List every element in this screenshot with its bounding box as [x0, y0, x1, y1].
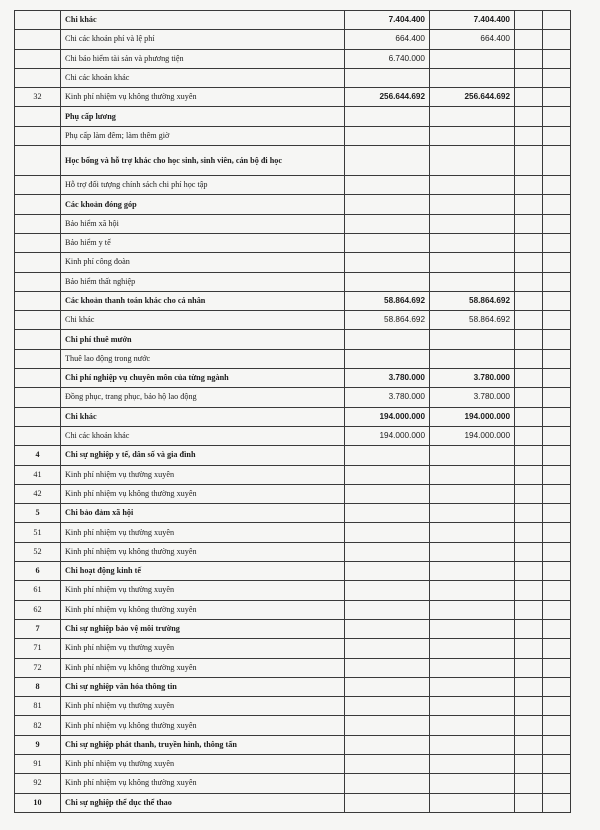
table-row — [15, 793, 571, 812]
estimate-value-cell: 58.864.692 — [345, 311, 430, 330]
extra-cell-2 — [543, 774, 571, 793]
estimate-value-cell — [345, 146, 430, 176]
extra-cell-1 — [515, 49, 543, 68]
approved-value-cell — [430, 581, 515, 600]
row-number-cell — [15, 107, 61, 126]
table-row — [15, 388, 571, 407]
table-row — [15, 716, 571, 735]
extra-cell-2 — [543, 330, 571, 349]
extra-cell-1 — [515, 349, 543, 368]
table-row — [15, 349, 571, 368]
item-name-cell: Kinh phí nhiệm vụ không thường xuyên — [61, 542, 345, 561]
table-row — [15, 49, 571, 68]
table-row — [15, 658, 571, 677]
estimate-value-cell — [345, 214, 430, 233]
row-number-cell: 51 — [15, 523, 61, 542]
row-number-cell — [15, 311, 61, 330]
estimate-value-cell — [345, 126, 430, 145]
table-row — [15, 465, 571, 484]
approved-value-cell — [430, 253, 515, 272]
extra-cell-2 — [543, 214, 571, 233]
approved-value-cell — [430, 774, 515, 793]
item-name-cell: Chi các khoản phí và lệ phí — [61, 30, 345, 49]
table-row — [15, 311, 571, 330]
row-number-cell: 6 — [15, 562, 61, 581]
row-number-cell — [15, 146, 61, 176]
extra-cell-1 — [515, 716, 543, 735]
approved-value-cell — [430, 619, 515, 638]
estimate-value-cell: 3.780.000 — [345, 369, 430, 388]
item-name-cell: Học bổng và hỗ trợ khác cho học sinh, sinh viên, cán bộ đi học — [61, 146, 345, 176]
row-number-cell — [15, 369, 61, 388]
estimate-value-cell: 58.864.692 — [345, 291, 430, 310]
approved-value-cell — [430, 446, 515, 465]
estimate-value-cell — [345, 619, 430, 638]
row-number-cell: 32 — [15, 88, 61, 107]
estimate-value-cell — [345, 793, 430, 812]
extra-cell-1 — [515, 446, 543, 465]
extra-cell-2 — [543, 388, 571, 407]
table-row — [15, 214, 571, 233]
estimate-value-cell — [345, 677, 430, 696]
table-row — [15, 446, 571, 465]
estimate-value-cell — [345, 658, 430, 677]
estimate-value-cell — [345, 562, 430, 581]
item-name-cell: Chi các khoản khác — [61, 68, 345, 87]
extra-cell-2 — [543, 49, 571, 68]
item-name-cell: Chi sự nghiệp thể dục thể thao — [61, 793, 345, 812]
extra-cell-2 — [543, 68, 571, 87]
extra-cell-1 — [515, 253, 543, 272]
item-name-cell: Bảo hiểm xã hội — [61, 214, 345, 233]
approved-value-cell: 194.000.000 — [430, 426, 515, 445]
item-name-cell: Chi khác — [61, 311, 345, 330]
row-number-cell: 5 — [15, 504, 61, 523]
table-row — [15, 426, 571, 445]
row-number-cell: 81 — [15, 697, 61, 716]
extra-cell-1 — [515, 68, 543, 87]
row-number-cell: 82 — [15, 716, 61, 735]
extra-cell-1 — [515, 677, 543, 696]
estimate-value-cell — [345, 754, 430, 773]
budget-table-body — [15, 11, 571, 813]
item-name-cell: Kinh phí nhiệm vụ không thường xuyên — [61, 774, 345, 793]
item-name-cell: Kinh phí nhiệm vụ thường xuyên — [61, 697, 345, 716]
extra-cell-2 — [543, 195, 571, 214]
extra-cell-1 — [515, 272, 543, 291]
table-row — [15, 581, 571, 600]
table-row — [15, 68, 571, 87]
extra-cell-2 — [543, 504, 571, 523]
table-row — [15, 146, 571, 176]
extra-cell-2 — [543, 581, 571, 600]
estimate-value-cell: 664.400 — [345, 30, 430, 49]
extra-cell-1 — [515, 291, 543, 310]
item-name-cell: Kinh phí nhiệm vụ thường xuyên — [61, 523, 345, 542]
extra-cell-1 — [515, 369, 543, 388]
item-name-cell: Chi bảo đảm xã hội — [61, 504, 345, 523]
estimate-value-cell — [345, 253, 430, 272]
row-number-cell — [15, 253, 61, 272]
extra-cell-2 — [543, 272, 571, 291]
item-name-cell: Kinh phí nhiệm vụ thường xuyên — [61, 639, 345, 658]
row-number-cell: 72 — [15, 658, 61, 677]
extra-cell-2 — [543, 126, 571, 145]
table-row — [15, 195, 571, 214]
table-row — [15, 407, 571, 426]
row-number-cell: 9 — [15, 735, 61, 754]
approved-value-cell — [430, 639, 515, 658]
extra-cell-2 — [543, 426, 571, 445]
table-row — [15, 30, 571, 49]
row-number-cell: 71 — [15, 639, 61, 658]
extra-cell-1 — [515, 542, 543, 561]
extra-cell-2 — [543, 754, 571, 773]
item-name-cell: Kinh phí nhiệm vụ không thường xuyên — [61, 600, 345, 619]
approved-value-cell — [430, 542, 515, 561]
table-row — [15, 272, 571, 291]
item-name-cell: Đồng phục, trang phục, bảo hộ lao động — [61, 388, 345, 407]
item-name-cell: Chi sự nghiệp y tế, dân số và gia đình — [61, 446, 345, 465]
extra-cell-1 — [515, 88, 543, 107]
extra-cell-1 — [515, 233, 543, 252]
extra-cell-1 — [515, 311, 543, 330]
estimate-value-cell — [345, 523, 430, 542]
extra-cell-1 — [515, 581, 543, 600]
approved-value-cell — [430, 697, 515, 716]
item-name-cell: Kinh phí nhiệm vụ thường xuyên — [61, 581, 345, 600]
estimate-value-cell: 3.780.000 — [345, 388, 430, 407]
extra-cell-1 — [515, 30, 543, 49]
extra-cell-2 — [543, 735, 571, 754]
approved-value-cell — [430, 600, 515, 619]
extra-cell-2 — [543, 349, 571, 368]
table-row — [15, 107, 571, 126]
extra-cell-2 — [543, 407, 571, 426]
row-number-cell — [15, 330, 61, 349]
extra-cell-2 — [543, 600, 571, 619]
item-name-cell: Kinh phí nhiệm vụ thường xuyên — [61, 754, 345, 773]
item-name-cell: Kinh phí nhiệm vụ không thường xuyên — [61, 88, 345, 107]
item-name-cell: Chi khác — [61, 407, 345, 426]
row-number-cell — [15, 68, 61, 87]
item-name-cell: Kinh phí nhiệm vụ không thường xuyên — [61, 484, 345, 503]
extra-cell-1 — [515, 388, 543, 407]
approved-value-cell — [430, 68, 515, 87]
extra-cell-2 — [543, 176, 571, 195]
item-name-cell: Phụ cấp làm đêm; làm thêm giờ — [61, 126, 345, 145]
approved-value-cell: 3.780.000 — [430, 369, 515, 388]
extra-cell-1 — [515, 176, 543, 195]
row-number-cell: 10 — [15, 793, 61, 812]
item-name-cell: Các khoản đóng góp — [61, 195, 345, 214]
row-number-cell: 42 — [15, 484, 61, 503]
extra-cell-1 — [515, 793, 543, 812]
approved-value-cell — [430, 716, 515, 735]
approved-value-cell — [430, 233, 515, 252]
approved-value-cell: 7.404.400 — [430, 11, 515, 30]
estimate-value-cell — [345, 349, 430, 368]
extra-cell-1 — [515, 562, 543, 581]
extra-cell-1 — [515, 697, 543, 716]
row-number-cell — [15, 214, 61, 233]
estimate-value-cell — [345, 272, 430, 291]
table-row — [15, 88, 571, 107]
approved-value-cell — [430, 49, 515, 68]
extra-cell-2 — [543, 446, 571, 465]
extra-cell-2 — [543, 697, 571, 716]
extra-cell-2 — [543, 465, 571, 484]
estimate-value-cell — [345, 716, 430, 735]
approved-value-cell — [430, 146, 515, 176]
table-row — [15, 523, 571, 542]
extra-cell-1 — [515, 774, 543, 793]
estimate-value-cell: 6.740.000 — [345, 49, 430, 68]
approved-value-cell — [430, 465, 515, 484]
extra-cell-1 — [515, 484, 543, 503]
extra-cell-1 — [515, 523, 543, 542]
item-name-cell: Chi khác — [61, 11, 345, 30]
extra-cell-2 — [543, 562, 571, 581]
extra-cell-1 — [515, 107, 543, 126]
extra-cell-2 — [543, 523, 571, 542]
item-name-cell: Chi bảo hiểm tài sản và phương tiện — [61, 49, 345, 68]
item-name-cell: Chi sự nghiệp văn hóa thông tin — [61, 677, 345, 696]
table-row — [15, 619, 571, 638]
item-name-cell: Kinh phí nhiệm vụ thường xuyên — [61, 465, 345, 484]
row-number-cell: 62 — [15, 600, 61, 619]
approved-value-cell — [430, 523, 515, 542]
item-name-cell: Chi sự nghiệp bảo vệ môi trường — [61, 619, 345, 638]
estimate-value-cell: 194.000.000 — [345, 426, 430, 445]
table-row — [15, 484, 571, 503]
table-row — [15, 233, 571, 252]
estimate-value-cell — [345, 600, 430, 619]
approved-value-cell: 664.400 — [430, 30, 515, 49]
approved-value-cell: 58.864.692 — [430, 291, 515, 310]
extra-cell-1 — [515, 214, 543, 233]
extra-cell-1 — [515, 735, 543, 754]
table-row — [15, 126, 571, 145]
estimate-value-cell — [345, 176, 430, 195]
estimate-value-cell: 256.644.692 — [345, 88, 430, 107]
extra-cell-2 — [543, 30, 571, 49]
extra-cell-2 — [543, 658, 571, 677]
extra-cell-2 — [543, 793, 571, 812]
extra-cell-2 — [543, 369, 571, 388]
row-number-cell — [15, 126, 61, 145]
row-number-cell: 92 — [15, 774, 61, 793]
approved-value-cell — [430, 195, 515, 214]
extra-cell-2 — [543, 88, 571, 107]
row-number-cell: 4 — [15, 446, 61, 465]
table-row — [15, 697, 571, 716]
table-row — [15, 562, 571, 581]
extra-cell-2 — [543, 311, 571, 330]
estimate-value-cell — [345, 446, 430, 465]
extra-cell-1 — [515, 465, 543, 484]
row-number-cell: 91 — [15, 754, 61, 773]
table-row — [15, 542, 571, 561]
row-number-cell — [15, 233, 61, 252]
extra-cell-1 — [515, 146, 543, 176]
table-row — [15, 600, 571, 619]
approved-value-cell: 58.864.692 — [430, 311, 515, 330]
item-name-cell: Kinh phí nhiệm vụ không thường xuyên — [61, 716, 345, 735]
estimate-value-cell — [345, 639, 430, 658]
table-row — [15, 774, 571, 793]
row-number-cell: 52 — [15, 542, 61, 561]
estimate-value-cell — [345, 774, 430, 793]
approved-value-cell — [430, 677, 515, 696]
extra-cell-1 — [515, 407, 543, 426]
estimate-value-cell — [345, 542, 430, 561]
approved-value-cell — [430, 330, 515, 349]
item-name-cell: Kinh phí nhiệm vụ không thường xuyên — [61, 658, 345, 677]
extra-cell-2 — [543, 146, 571, 176]
extra-cell-1 — [515, 754, 543, 773]
extra-cell-2 — [543, 11, 571, 30]
table-row — [15, 253, 571, 272]
item-name-cell: Hỗ trợ đối tượng chính sách chi phí học tập — [61, 176, 345, 195]
estimate-value-cell — [345, 107, 430, 126]
row-number-cell — [15, 195, 61, 214]
approved-value-cell: 194.000.000 — [430, 407, 515, 426]
extra-cell-1 — [515, 619, 543, 638]
row-number-cell — [15, 407, 61, 426]
approved-value-cell — [430, 349, 515, 368]
extra-cell-1 — [515, 126, 543, 145]
row-number-cell: 7 — [15, 619, 61, 638]
approved-value-cell — [430, 214, 515, 233]
item-name-cell: Các khoản thanh toán khác cho cá nhân — [61, 291, 345, 310]
extra-cell-2 — [543, 542, 571, 561]
extra-cell-2 — [543, 107, 571, 126]
estimate-value-cell — [345, 504, 430, 523]
estimate-value-cell — [345, 735, 430, 754]
extra-cell-1 — [515, 639, 543, 658]
extra-cell-2 — [543, 716, 571, 735]
row-number-cell — [15, 291, 61, 310]
extra-cell-2 — [543, 619, 571, 638]
item-name-cell: Chi sự nghiệp phát thanh, truyền hình, thông tấn — [61, 735, 345, 754]
estimate-value-cell — [345, 465, 430, 484]
item-name-cell: Bảo hiểm thất nghiệp — [61, 272, 345, 291]
extra-cell-1 — [515, 600, 543, 619]
approved-value-cell — [430, 484, 515, 503]
extra-cell-2 — [543, 233, 571, 252]
item-name-cell: Chi phí nghiệp vụ chuyên môn của từng ngành — [61, 369, 345, 388]
approved-value-cell — [430, 735, 515, 754]
row-number-cell — [15, 388, 61, 407]
estimate-value-cell — [345, 581, 430, 600]
table-row — [15, 735, 571, 754]
approved-value-cell — [430, 504, 515, 523]
estimate-value-cell: 7.404.400 — [345, 11, 430, 30]
item-name-cell: Chi phí thuê mướn — [61, 330, 345, 349]
row-number-cell — [15, 272, 61, 291]
row-number-cell — [15, 426, 61, 445]
extra-cell-1 — [515, 11, 543, 30]
estimate-value-cell — [345, 233, 430, 252]
table-row — [15, 639, 571, 658]
table-row — [15, 504, 571, 523]
row-number-cell — [15, 30, 61, 49]
approved-value-cell — [430, 176, 515, 195]
item-name-cell: Phụ cấp lương — [61, 107, 345, 126]
table-row — [15, 291, 571, 310]
approved-value-cell — [430, 126, 515, 145]
item-name-cell: Kinh phí công đoàn — [61, 253, 345, 272]
estimate-value-cell — [345, 484, 430, 503]
row-number-cell — [15, 176, 61, 195]
row-number-cell: 8 — [15, 677, 61, 696]
approved-value-cell — [430, 658, 515, 677]
item-name-cell: Bảo hiểm y tế — [61, 233, 345, 252]
approved-value-cell: 3.780.000 — [430, 388, 515, 407]
budget-table — [14, 10, 571, 813]
item-name-cell: Chi các khoản khác — [61, 426, 345, 445]
estimate-value-cell — [345, 697, 430, 716]
row-number-cell: 41 — [15, 465, 61, 484]
row-number-cell: 61 — [15, 581, 61, 600]
table-row — [15, 11, 571, 30]
item-name-cell: Chi hoạt động kinh tế — [61, 562, 345, 581]
estimate-value-cell: 194.000.000 — [345, 407, 430, 426]
extra-cell-2 — [543, 484, 571, 503]
extra-cell-1 — [515, 330, 543, 349]
extra-cell-1 — [515, 426, 543, 445]
row-number-cell — [15, 49, 61, 68]
approved-value-cell — [430, 793, 515, 812]
extra-cell-2 — [543, 677, 571, 696]
extra-cell-1 — [515, 195, 543, 214]
extra-cell-2 — [543, 639, 571, 658]
table-row — [15, 330, 571, 349]
approved-value-cell — [430, 272, 515, 291]
table-row — [15, 677, 571, 696]
approved-value-cell — [430, 107, 515, 126]
estimate-value-cell — [345, 195, 430, 214]
approved-value-cell — [430, 562, 515, 581]
approved-value-cell — [430, 754, 515, 773]
estimate-value-cell — [345, 330, 430, 349]
extra-cell-2 — [543, 291, 571, 310]
row-number-cell — [15, 349, 61, 368]
row-number-cell — [15, 11, 61, 30]
extra-cell-1 — [515, 504, 543, 523]
extra-cell-2 — [543, 253, 571, 272]
item-name-cell: Thuê lao động trong nước — [61, 349, 345, 368]
table-row — [15, 369, 571, 388]
estimate-value-cell — [345, 68, 430, 87]
table-row — [15, 176, 571, 195]
table-row — [15, 754, 571, 773]
extra-cell-1 — [515, 658, 543, 677]
approved-value-cell: 256.644.692 — [430, 88, 515, 107]
